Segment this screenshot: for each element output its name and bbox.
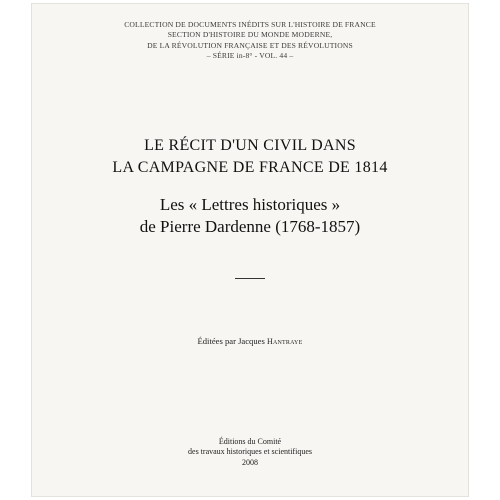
editor-credit (32, 335, 468, 348)
series-header (32, 20, 468, 62)
editor-prefix: Éditées par Jacques (197, 336, 265, 346)
subtitle-line-2: de Pierre Dardenne (1768-1857) (139, 217, 361, 236)
publisher-committee: des travaux historiques et scientifiques (188, 447, 312, 457)
series-volume: – SÉRIE in-8° - VOL. 44 – (206, 51, 294, 61)
editor-name: Hantraye (266, 337, 303, 346)
publisher-block (32, 437, 468, 468)
publisher-name: Éditions du Comité (218, 437, 282, 446)
title-line-1: LE RÉCIT D'UN CIVIL DANS (144, 137, 356, 154)
series-line-section: SECTION D'HISTOIRE DU MONDE MODERNE, (167, 30, 333, 40)
subtitle-line-1: Les « Lettres historiques » (159, 195, 341, 214)
series-line-collection: COLLECTION DE DOCUMENTS INÉDITS SUR L'HISTOIRE DE FRANCE (124, 20, 376, 29)
book-subtitle (32, 194, 468, 238)
book-cover (31, 3, 469, 497)
publication-year: 2008 (242, 457, 258, 467)
title-line-2: LA CAMPAGNE DE FRANCE DE 1814 (112, 159, 388, 176)
title-divider (235, 278, 265, 279)
series-line-revolution: DE LA RÉVOLUTION FRANÇAISE ET DES RÉVOLUTIONS (147, 40, 353, 50)
book-title (32, 135, 468, 179)
